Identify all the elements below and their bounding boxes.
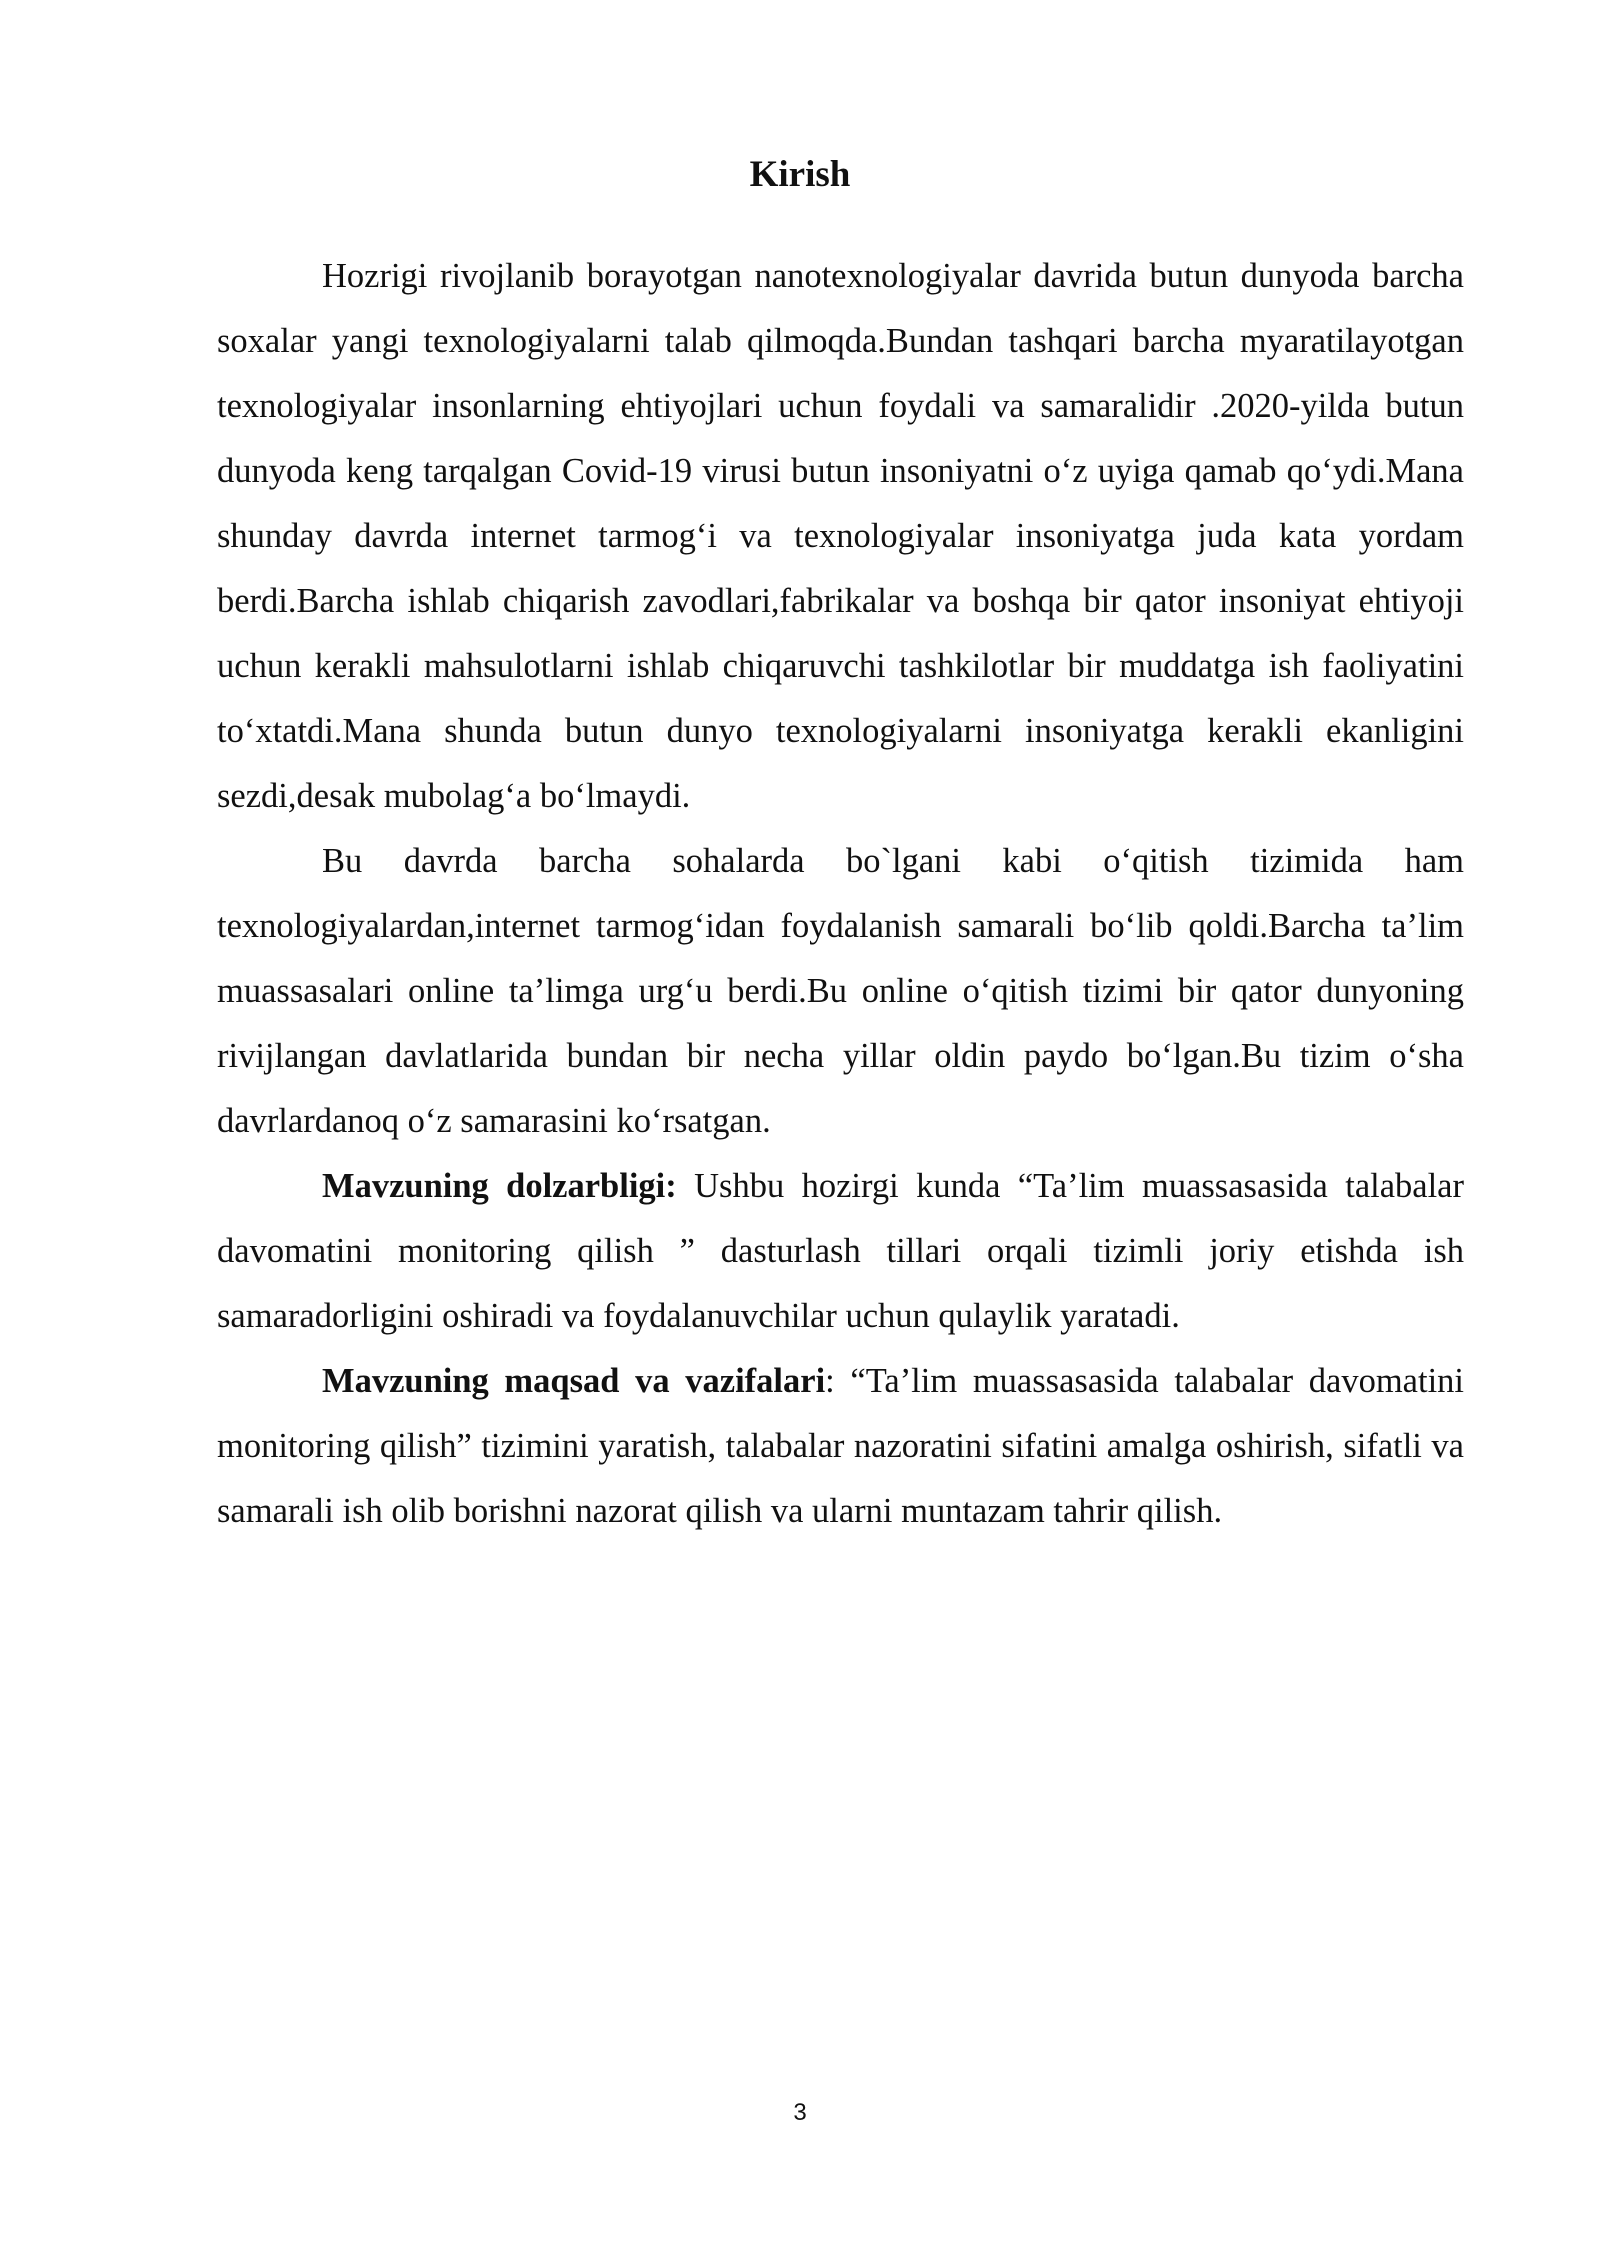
paragraph-lead: Mavzuning maqsad va vazifalari bbox=[322, 1362, 826, 1400]
paragraph-text: : “Ta’lim muassasasida talabalar davomatini monitoring qilish” tizimini yaratish, talabalar nazoratini sifatini amalga oshirish, sifatli va samarali ish olib borishni nazorat qilish va ularni muntazam tahrir qilish. bbox=[217, 1362, 1464, 1530]
paragraph-text: Ushbu hozirgi kunda “Ta’lim muassasasida talabalar davomatini monitoring qilish ” dasturlash tillari orqali tizimli joriy etishda ish samaradorligini oshiradi va foydalanuvchilar uchun qulaylik yaratadi. bbox=[217, 1167, 1464, 1335]
paragraph-introduction bbox=[217, 244, 1464, 829]
section-heading: Kirish bbox=[749, 154, 851, 195]
paragraph-text: Hozrigi rivojlanib borayotgan nanotexnologiyalar davrida butun dunyoda barcha soxalar yangi texnologiyalarni talab qilmoqda.Bundan tashqari barcha myaratilayotgan texnologiyalar insonlarning ehtiyojlari uchun foydali va samaralidir .2020-yilda butun dunyoda keng tarqalgan Covid-19 virusi butun insoniyatni o‘z uyiga qamab qo‘ydi.Mana shunday davrda internet tarmog‘i va texnologiyalar insoniyatga juda kata yordam berdi.Barcha ishlab chiqarish zavodlari,fabrikalar va boshqa bir qator insoniyat ehtiyoji uchun kerakli mahsulotlarni ishlab chiqaruvchi tashkilotlar bir muddatga ish faoliyatini to‘xtatdi.Mana shunda butun dunyo texnologiyalarni insoniyatga kerakli ekanligini sezdi,desak mubolag‘a bo‘lmaydi. bbox=[217, 257, 1464, 815]
paragraph-relevance bbox=[217, 1154, 1464, 1349]
paragraph-goals bbox=[217, 1349, 1464, 1544]
paragraph-education bbox=[217, 829, 1464, 1154]
page-number: 3 bbox=[793, 2099, 807, 2126]
paragraph-lead: Mavzuning dolzarbligi: bbox=[322, 1167, 677, 1205]
paragraph-text: Bu davrda barcha sohalarda bo`lgani kabi o‘qitish tizimida ham texnologiyalardan,internet tarmog‘idan foydalanish samarali bo‘lib qoldi.Barcha ta’lim muassasalari online ta’limga urg‘u berdi.Bu online o‘qitish tizimi bir qator dunyoning rivijlangan davlatlarida bundan bir necha yillar oldin paydo bo‘lgan.Bu tizim o‘sha davrlardanoq o‘z samarasini ko‘rsatgan. bbox=[217, 842, 1464, 1140]
body-text bbox=[217, 244, 1464, 1544]
